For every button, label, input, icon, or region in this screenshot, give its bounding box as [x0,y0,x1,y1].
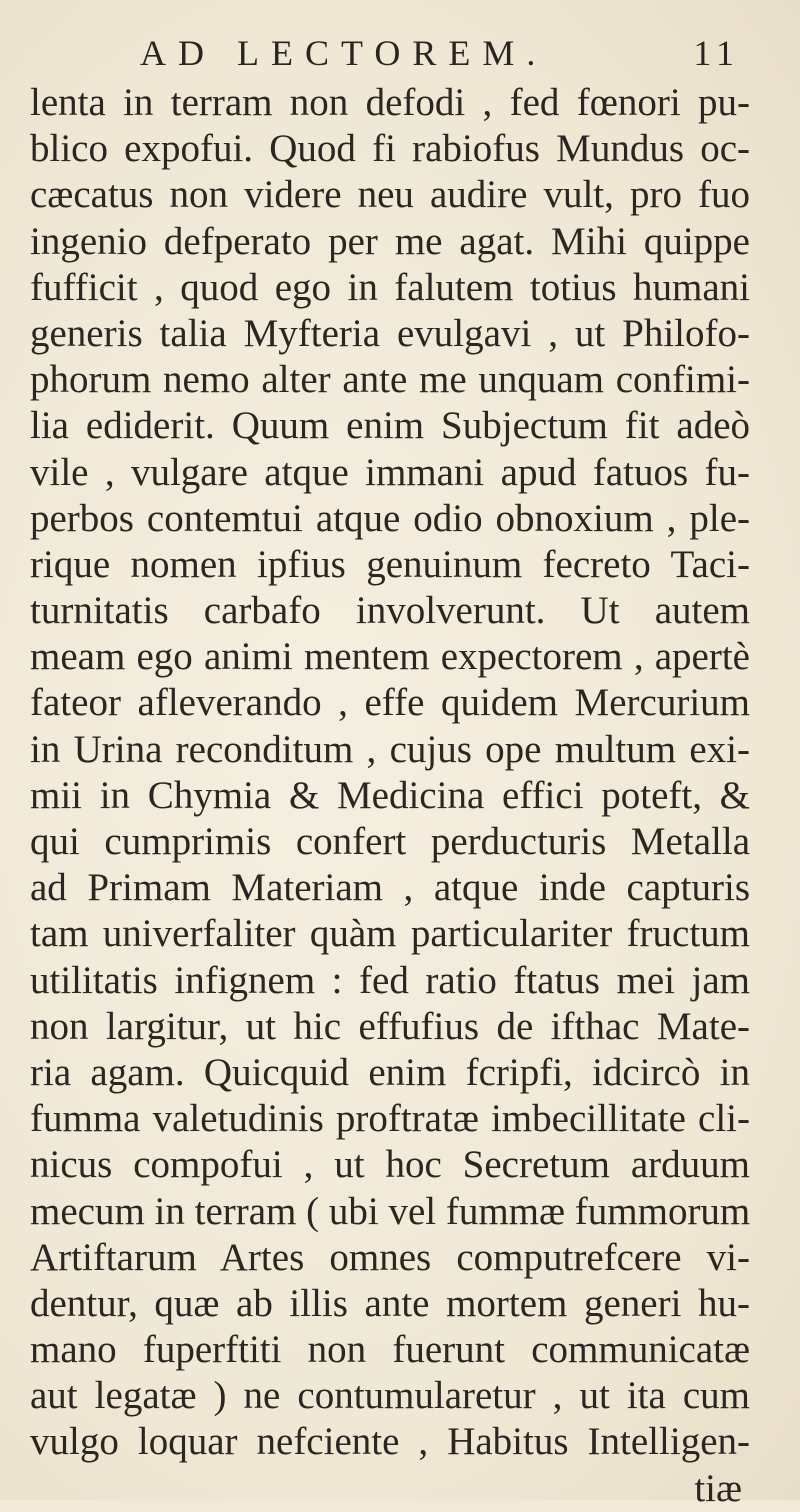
text-line: vile , vulgare atque immani apud fatuos fu- [30,450,750,494]
text-line: Artiftarum Artes omnes computrefcere vi- [30,1235,750,1279]
text-line: mii in Chymia & Medicina effici poteft, & [30,773,750,817]
text-line: vulgo loquar nefciente , Habitus Intelligen- [30,1420,750,1464]
text-line: fufficit , quod ego in falutem totius humani [30,265,750,309]
text-line: phorum nemo alter ante me unquam confimi- [30,358,750,402]
text-line: qui cumprimis confert perducturis Metalla [30,820,750,863]
text-line: turnitatis carbafo involverunt. Ut autem [30,589,750,633]
text-line: in Urina reconditum , cujus ope multum exi- [30,727,750,771]
text-line: non largitur, ut hic effufius de ifthac Mate- [30,1004,750,1048]
running-title: AD LECTOREM. [140,33,548,73]
text-line: ad Primam Materiam , atque inde capturis [30,866,750,910]
text-line: fateor afleverando , effe quidem Mercurium [30,681,750,725]
text-line: ingenio defperato per me agat. Mihi quippe [30,219,750,263]
text-line: aut legatæ ) ne contumularetur , ut ita cum [30,1374,750,1418]
text-line: utilitatis infignem : fed ratio ftatus mei jam [30,958,750,1002]
text-line: mecum in terram ( ubi vel fummæ fummorum [30,1189,751,1233]
body-text [30,80,750,1512]
page-number: 11 [693,33,740,73]
text-line: dentur, quæ ab illis ante mortem generi hu- [30,1281,750,1325]
page-header [140,28,740,88]
text-line: mano fuperftiti non fuerunt communicatæ [30,1328,750,1372]
text-line: meam ego animi mentem expectorem , apertè [30,635,750,679]
text-line: generis talia Myfteria evulgavi , ut Philofo- [30,311,750,355]
text-line: perbos contemtui atque odio obnoxium , ple- [30,496,750,540]
text-line: rique nomen ipfius genuinum fecreto Taci- [30,542,750,586]
text-line: lenta in terram non defodi , fed fœnori pu- [30,81,750,124]
text-line: lia ediderit. Quum enim Subjectum fit adeò [30,404,750,448]
catchword: tiæ [694,1466,742,1510]
text-line: cæcatus non videre neu audire vult, pro fuo [30,173,750,217]
text-line: nicus compofui , ut hoc Secretum arduum [30,1143,750,1187]
text-line: tam univerfaliter quàm particulariter fructum [30,912,750,956]
text-line: ria agam. Quicquid enim fcripfi, idcircò in [30,1050,750,1094]
text-line: blico expofui. Quod fi rabiofus Mundus oc- [30,127,750,171]
text-line: fumma valetudinis proftratæ imbecillitate cli- [30,1097,750,1141]
